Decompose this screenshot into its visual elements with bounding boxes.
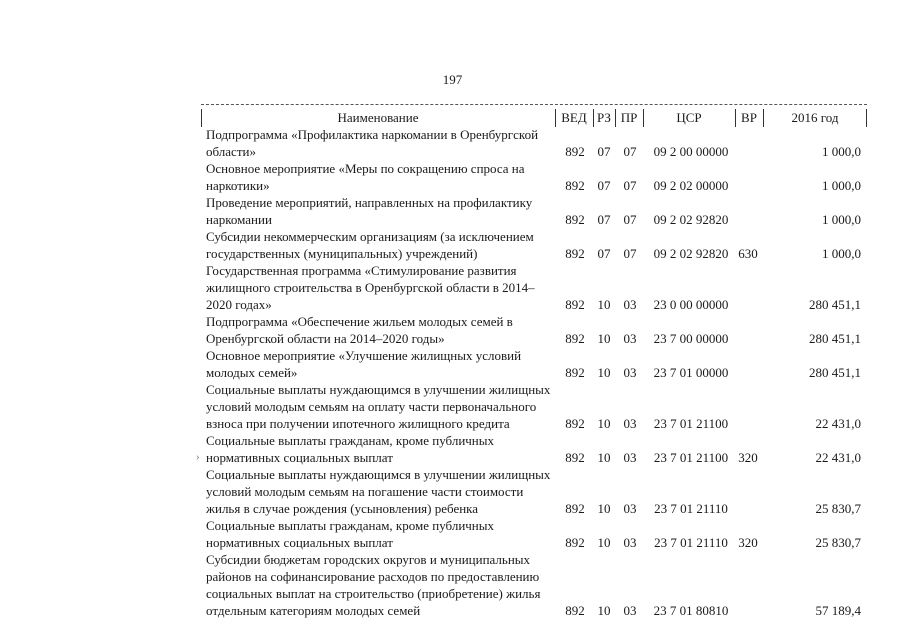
table-row xyxy=(0,381,905,432)
row-csr: 23 0 00 00000 xyxy=(653,297,729,312)
row-pr: 03 xyxy=(623,450,637,465)
row-ved: 892 xyxy=(565,297,585,312)
margin-mark: › xyxy=(196,451,200,463)
table-body xyxy=(0,126,905,619)
header-csr: ЦСР xyxy=(643,109,734,127)
row-csr: 23 7 01 21110 xyxy=(654,501,728,516)
table-row xyxy=(0,517,905,551)
row-name: Субсидии бюджетам городских округов и муниципальных районов на софинансирование расходов по предоставлению социальных выплат на строительство (приобретение) жилья отдельным категориям молодых семей xyxy=(206,552,541,618)
row-csr: 23 7 01 21110 xyxy=(654,535,728,550)
row-sum: 1 000,0 xyxy=(822,144,861,159)
row-ved: 892 xyxy=(565,450,585,465)
row-pr: 07 xyxy=(623,144,637,159)
row-ved: 892 xyxy=(565,331,585,346)
row-pr: 07 xyxy=(623,212,637,227)
table-row xyxy=(0,466,905,517)
table-row xyxy=(0,313,905,347)
row-csr: 09 2 02 92820 xyxy=(653,246,729,261)
table-row xyxy=(0,262,905,313)
page-number: 197 xyxy=(442,72,463,87)
row-name: Основное мероприятие «Меры по сокращению спроса на наркотики» xyxy=(206,161,525,193)
row-rz: 07 xyxy=(597,178,611,193)
row-rz: 10 xyxy=(597,535,611,550)
row-vr: 630 xyxy=(738,246,758,261)
row-rz: 10 xyxy=(597,331,611,346)
row-rz: 10 xyxy=(597,450,611,465)
row-sum: 1 000,0 xyxy=(822,178,861,193)
row-csr: 09 2 00 00000 xyxy=(653,144,729,159)
table-row xyxy=(0,228,905,262)
table-row xyxy=(0,432,905,466)
row-rz: 10 xyxy=(597,501,611,516)
row-name: Социальные выплаты гражданам, кроме публичных нормативных социальных выплат xyxy=(206,433,494,465)
row-csr: 23 7 01 00000 xyxy=(653,365,729,380)
row-name: Социальные выплаты нуждающимся в улучшении жилищных условий молодым семьям на погашение части стоимости жилья в случае рождения (усыновления) ребенка xyxy=(206,467,551,516)
row-name: Социальные выплаты нуждающимся в улучшении жилищных условий молодым семьям на оплату части первоначального взноса при получении ипотечного жилищного кредита xyxy=(206,382,551,431)
row-pr: 03 xyxy=(623,501,637,516)
row-ved: 892 xyxy=(565,416,585,431)
row-sum: 280 451,1 xyxy=(809,365,861,380)
row-csr: 23 7 01 21100 xyxy=(653,416,729,431)
row-ved: 892 xyxy=(565,501,585,516)
row-pr: 03 xyxy=(623,297,637,312)
header-rz: РЗ xyxy=(593,109,614,127)
table-row xyxy=(0,194,905,228)
row-sum: 57 189,4 xyxy=(815,603,861,618)
table-row xyxy=(0,160,905,194)
row-rz: 10 xyxy=(597,603,611,618)
row-name: Основное мероприятие «Улучшение жилищных условий молодых семей» xyxy=(206,348,522,380)
row-pr: 03 xyxy=(623,331,637,346)
row-sum: 25 830,7 xyxy=(815,501,861,516)
row-pr: 03 xyxy=(623,535,637,550)
row-sum: 22 431,0 xyxy=(815,416,861,431)
row-csr: 09 2 02 92820 xyxy=(653,212,729,227)
row-pr: 03 xyxy=(623,365,637,380)
table-row xyxy=(0,126,905,160)
row-pr: 03 xyxy=(623,416,637,431)
header-pr: ПР xyxy=(615,109,642,127)
row-ved: 892 xyxy=(565,535,585,550)
row-name: Социальные выплаты гражданам, кроме публичных нормативных социальных выплат xyxy=(206,518,494,550)
row-rz: 10 xyxy=(597,297,611,312)
row-name: Подпрограмма «Профилактика наркомании в Оренбургской области» xyxy=(206,127,539,159)
row-name: Подпрограмма «Обеспечение жильем молодых семей в Оренбургской области на 2014–2020 годы» xyxy=(206,314,513,346)
table-row xyxy=(0,551,905,619)
row-ved: 892 xyxy=(565,603,585,618)
row-name: Государственная программа «Стимулирование развития жилищного строительства в Оренбургской области в 2014– 2020 годах» xyxy=(206,263,535,312)
header-ved: ВЕД xyxy=(555,109,592,127)
row-sum: 22 431,0 xyxy=(815,450,861,465)
row-vr: 320 xyxy=(738,535,758,550)
row-pr: 03 xyxy=(623,603,637,618)
row-name: Субсидии некоммерческим организациям (за исключением государственных (муниципальных) учреждений) xyxy=(206,229,534,261)
row-ved: 892 xyxy=(565,212,585,227)
row-ved: 892 xyxy=(565,365,585,380)
row-sum: 25 830,7 xyxy=(815,535,861,550)
row-csr: 23 7 00 00000 xyxy=(653,331,729,346)
row-csr: 23 7 01 80810 xyxy=(653,603,729,618)
row-sum: 1 000,0 xyxy=(822,246,861,261)
row-sum: 280 451,1 xyxy=(809,331,861,346)
row-rz: 07 xyxy=(597,212,611,227)
row-pr: 07 xyxy=(623,178,637,193)
header-year: 2016 год xyxy=(763,109,867,127)
header-name: Наименование xyxy=(201,109,554,127)
row-sum: 280 451,1 xyxy=(809,297,861,312)
row-csr: 23 7 01 21100 xyxy=(653,450,729,465)
row-rz: 07 xyxy=(597,246,611,261)
row-name: Проведение мероприятий, направленных на профилактику наркомании xyxy=(206,195,533,227)
table-header xyxy=(201,104,867,127)
row-csr: 09 2 02 00000 xyxy=(653,178,729,193)
table-row xyxy=(0,347,905,381)
row-ved: 892 xyxy=(565,178,585,193)
row-pr: 07 xyxy=(623,246,637,261)
row-rz: 10 xyxy=(597,365,611,380)
row-ved: 892 xyxy=(565,246,585,261)
row-vr: 320 xyxy=(738,450,758,465)
row-rz: 07 xyxy=(597,144,611,159)
header-vr: ВР xyxy=(735,109,762,127)
row-ved: 892 xyxy=(565,144,585,159)
row-sum: 1 000,0 xyxy=(822,212,861,227)
row-rz: 10 xyxy=(597,416,611,431)
